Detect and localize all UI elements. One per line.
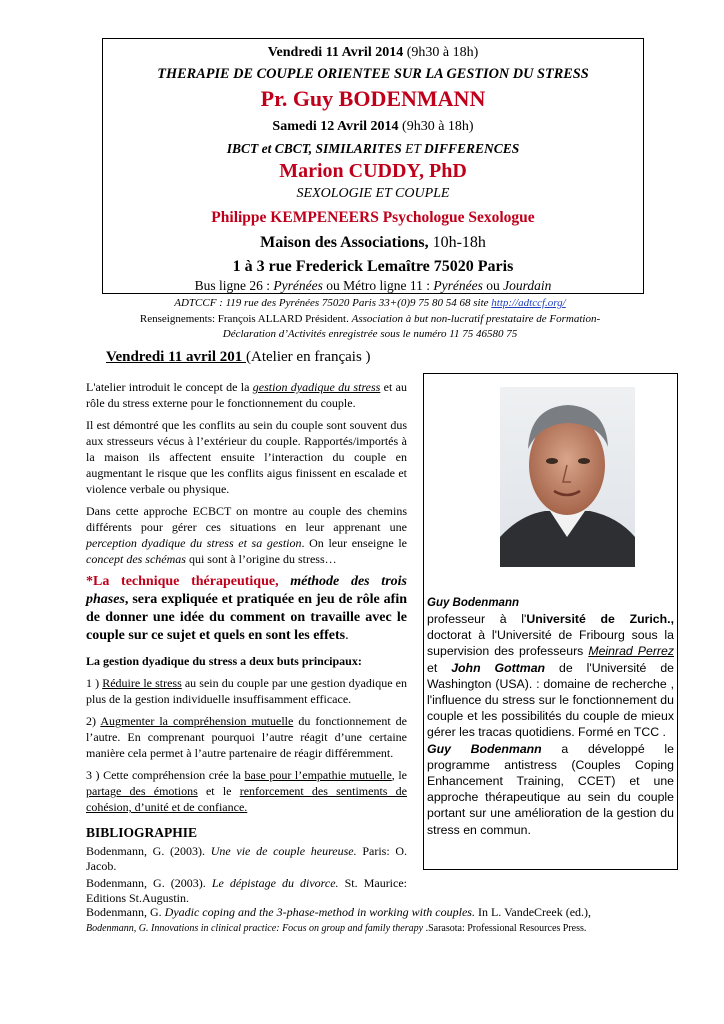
biblio-ref-1 (86, 844, 407, 874)
text: , le (391, 768, 407, 782)
text: L'atelier introduit le concept de la (86, 380, 253, 394)
org-site-link[interactable]: http://adtccf.org/ (491, 297, 566, 309)
text-emph: partage des émotions (86, 784, 198, 798)
day1-date: Vendredi 11 Avril 2014 (267, 45, 404, 60)
day1-title: THERAPIE DE COUPLE ORIENTEE SUR LA GESTION DU STRESS (157, 66, 589, 82)
text: Bodenmann, G. (2003). (86, 844, 211, 858)
speaker2-subtitle: SEXOLOGIE ET COUPLE (296, 186, 450, 201)
venue-line (103, 234, 643, 252)
day1-line (103, 45, 643, 61)
text: . (345, 628, 349, 643)
day1-time: (9h30 à 18h) (406, 45, 479, 60)
text-emph: Augmenter la compréhension mutuelle (100, 714, 294, 728)
bus-stop: Pyrénées (273, 278, 323, 293)
day2-line (103, 119, 643, 135)
metro-stop-1: Pyrénées (433, 278, 483, 293)
goal-2 (86, 713, 407, 761)
text: In L. VandeCreek (ed.), (474, 905, 592, 919)
biblio-ref-2 (86, 876, 407, 906)
text: et (427, 660, 452, 675)
bio-name: Guy Bodenmann (427, 597, 520, 609)
text: 2) (86, 714, 101, 728)
org-line-1 (60, 297, 680, 309)
day2-time: (9h30 à 18h) (402, 119, 474, 134)
biblio-ref-4 (86, 923, 586, 934)
metro-stop-2: Jourdain (503, 278, 552, 293)
text-emph: Le dépistage du divorce. (211, 876, 339, 890)
text: et le (197, 784, 240, 798)
text-emph: Bodenmann, G. Innovations in clinical practice: Focus on group and family therapy (86, 923, 424, 934)
text: Paris: O. Jacob. (86, 844, 408, 873)
speaker1-name: Pr. Guy BODENMANN (260, 86, 486, 111)
text: a développé le programme antistress (Couples Coping Enhancement Training, CCET) et une approche thérapeutique au sein du couple portant sur une amélioration de la gestion du stress en commun. (427, 741, 674, 837)
address: 1 à 3 rue Frederick Lemaître 75020 Paris (232, 258, 514, 275)
metro-label: ou Métro ligne 11 : (322, 278, 434, 293)
bio-box (423, 373, 678, 870)
venue-time: 10h-18h (428, 234, 486, 251)
text: Bodenmann, G. (2003). (86, 876, 212, 890)
day2-title (103, 141, 643, 157)
bio-paragraph-1 (427, 611, 674, 741)
text: et au rôle du stress externe pour le fonctionnement du couple. (86, 380, 408, 410)
text: Dans cette approche ECBCT on montre au couple des chemins différents pour gérer ces situations en leur apprenant une (86, 504, 407, 534)
text-emph: Guy Bodenmann (427, 741, 542, 756)
text-emph: gestion dyadique du stress (252, 380, 381, 394)
paragraph-intro (86, 379, 407, 411)
text: , sera expliquée et pratiquée en jeu de rôle afin de donner une idée du comment on travaille avec le couple sur ce sujet et quels en sont les effets (86, 592, 407, 643)
text-emph: Une vie de couple heureuse. (210, 844, 357, 858)
text: de l'Université de Washington (USA). : domaine de recherche , l'influence du stress sur le fonctionnement du couple et les possibilités du couple de mieux gérer les tracas quotidiens. Formé en TCC . (427, 660, 674, 740)
text: Bodenmann, G. (86, 905, 165, 919)
text-emph: Réduire le stress (102, 676, 182, 690)
text-emph: renforcement des sentiments de cohésion, d’unité et de confiance. (86, 784, 407, 814)
metro-or: ou (482, 278, 504, 293)
header-box (102, 38, 644, 294)
bio-text (427, 597, 674, 838)
text-bold: Université de Zurich., (526, 612, 674, 626)
text: professeur à l' (427, 612, 527, 626)
day2-title-a: IBCT et CBCT, SIMILARITES (226, 141, 402, 156)
text-emph: Dyadic coping and the 3-phase-method in working with couples. (164, 905, 475, 919)
section-lang: (Atelier en français ) (246, 349, 371, 365)
org-status: Association à but non-lucratif prestataire de Formation- (351, 313, 601, 325)
bus-label: Bus ligne 26 : (194, 278, 274, 293)
paragraph-technique (86, 573, 407, 645)
left-column (86, 379, 407, 906)
text: . On leur enseigne le (301, 536, 407, 550)
transport-line (103, 278, 643, 294)
goal-1 (86, 675, 407, 707)
portrait-icon (500, 387, 635, 567)
section-date: Vendredi 11 avril 201 (106, 349, 247, 365)
text-emph: John Gottman (451, 660, 546, 675)
text: qui sont à l’origine du stress… (185, 552, 337, 566)
text-emph: concept des schémas (86, 552, 186, 566)
speaker3-name: Philippe KEMPENEERS Psychologue Sexologue (211, 209, 535, 226)
text: doctorat à l'Université de Fribourg sous la supervision des professeurs (427, 628, 674, 659)
section-heading (106, 349, 371, 366)
venue: Maison des Associations, (260, 234, 429, 251)
text: .Sarasota: Professional Resources Press. (423, 923, 587, 934)
paragraph-conflicts: Il est démontré que les conflits au sein du couple sont souvent dus aux stresseurs vécus à l’extérieur du couple. Rapportés/importés à la maison ils affectent ensuite l’interaction du couple en augmentant le risque que les conflits aigus finissent en escalade et violence verbale ou physique. (86, 418, 407, 496)
text-star: *La technique thérapeutique, (86, 574, 291, 589)
org-address: ADTCCF : 119 rue des Pyrénées 75020 Paris 33+(0)9 75 80 54 68 site (174, 297, 492, 309)
org-line-3: Déclaration d’Activités enregistrée sous le numéro 11 75 46580 75 (222, 328, 518, 340)
org-contact: Renseignements: François ALLARD Président. (139, 313, 352, 325)
day2-date: Samedi 12 Avril 2014 (272, 119, 399, 134)
biblio-ref-3 (86, 905, 591, 920)
text-emph: méthode des trois phases (86, 574, 407, 607)
goal-3 (86, 767, 407, 815)
goals-heading: La gestion dyadique du stress a deux buts principaux: (86, 654, 362, 668)
bio-paragraph-2 (427, 741, 674, 838)
paragraph-approach (86, 503, 407, 567)
text-emph: Meinrad Perrez (588, 644, 674, 659)
text: du fonctionnement de l’autre. En comprenant pourquoi l’autre réagit d’une certaine manière cela permet à l’autre partenaire de réagir différemment. (86, 714, 407, 760)
org-line-2 (60, 313, 680, 325)
speaker2-name: Marion CUDDY, PhD (279, 160, 467, 182)
day2-title-et: ET (401, 141, 425, 156)
portrait-photo (500, 387, 635, 567)
text: 3 ) Cette compréhension crée la (86, 768, 245, 782)
text: au sein du couple par une gestion dyadique en plus de la gestion individuelle insuffisamment efficace. (86, 676, 407, 706)
text: St. Maurice: Editions St.Augustin. (86, 876, 408, 905)
text-emph: base pour l’empathie mutuelle (244, 768, 392, 782)
day2-title-b: DIFFERENCES (424, 141, 520, 156)
text: 1 ) (86, 676, 103, 690)
bibliography-title: BIBLIOGRAPHIE (86, 825, 198, 840)
text-emph: perception dyadique du stress et sa gestion (86, 536, 302, 550)
